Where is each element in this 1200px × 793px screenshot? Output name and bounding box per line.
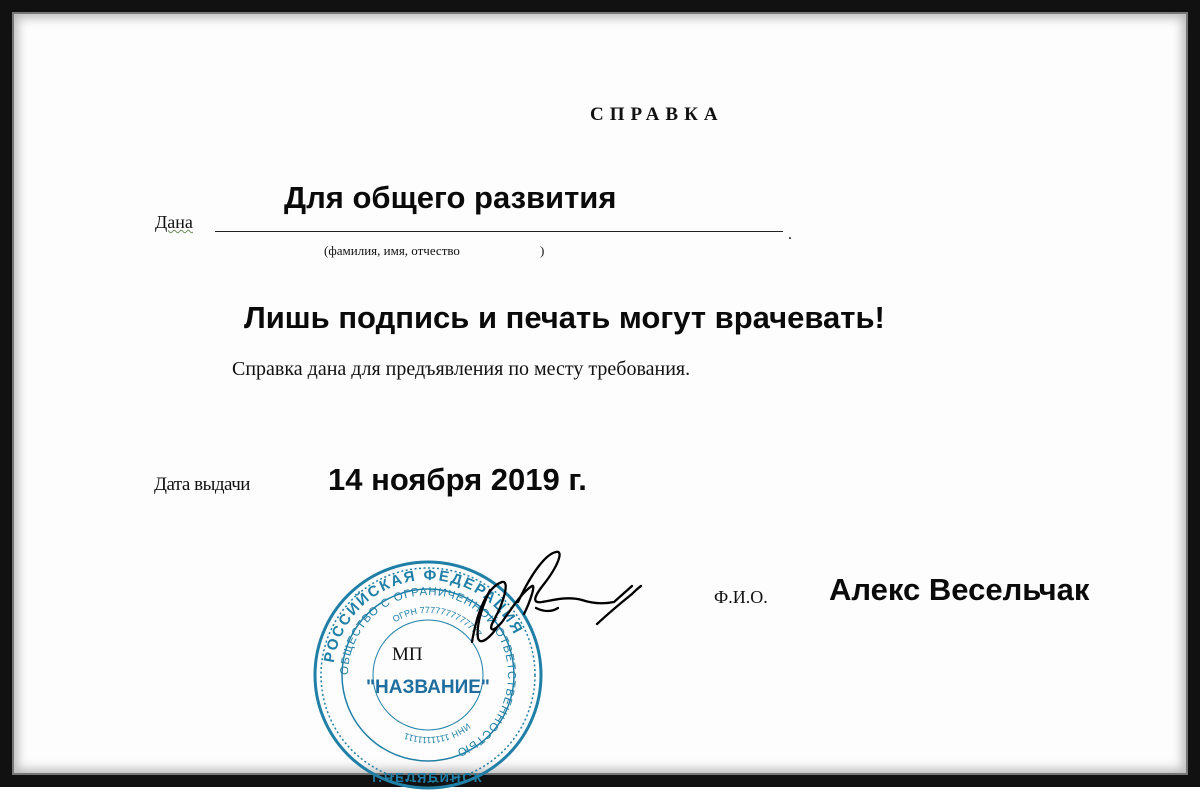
given-line-end-dot: .	[788, 226, 792, 243]
seal-org-text: ОБЩЕСТВО С ОГРАНИЧЕННОЙ ОТВЕТСТВЕННОСТЬЮ	[338, 585, 518, 759]
seal-ogrn-text: ОГРН 7777777777777	[390, 604, 484, 639]
fio-label: Ф.И.О.	[714, 587, 768, 607]
seal-name-text: "НАЗВАНИЕ"	[366, 677, 490, 698]
given-underline	[215, 231, 783, 232]
fio-value: Алекс Весельчак	[829, 572, 1090, 607]
document-title: СПРАВКА	[590, 104, 724, 125]
seal-outer-text: РОССИЙСКАЯ ФЕДЕРАЦИЯ	[320, 566, 527, 664]
issue-date-label: Дата выдачи	[154, 474, 250, 495]
mp-label: МП	[392, 644, 423, 665]
purpose-note: Справка дана для предъявления по месту требования.	[232, 358, 691, 380]
given-label: Дана	[155, 212, 193, 232]
seal-city-text: г.ЧЕЛЯБИНСК	[372, 770, 484, 785]
seal-inn-text: ИНН 1111111111	[402, 721, 473, 746]
signature-icon	[432, 542, 647, 652]
fio-hint	[324, 243, 544, 259]
given-value: Для общего развития	[284, 180, 617, 215]
fio-hint-open: (фамилия, имя, отчество	[324, 243, 460, 258]
slogan: Лишь подпись и печать могут врачевать!	[244, 300, 885, 335]
issue-date-value: 14 ноября 2019 г.	[328, 462, 587, 497]
fio-hint-close: )	[539, 243, 545, 258]
